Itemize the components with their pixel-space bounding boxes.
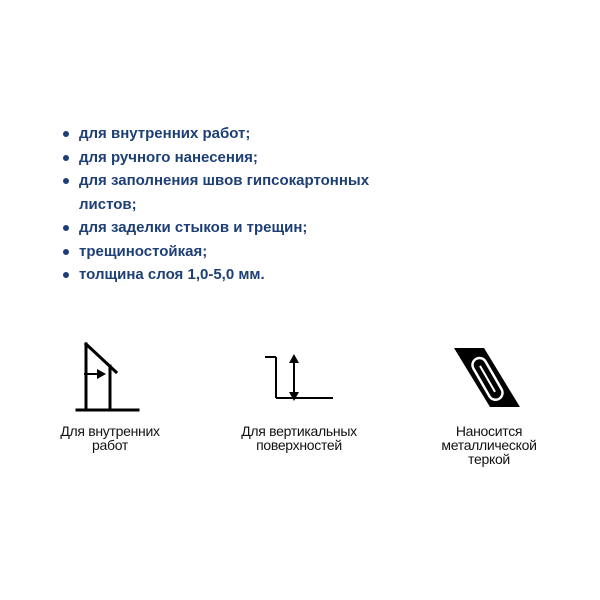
indoor-icon: [74, 340, 144, 416]
trowel-caption: Наносится металлической теркой: [441, 423, 537, 467]
bullet-icon: [63, 272, 69, 278]
feature-item: для заделки стыков и трещин;: [62, 216, 422, 240]
feature-item: толщина слоя 1,0-5,0 мм.: [62, 263, 422, 287]
feature-item: трещиностойкая;: [62, 240, 422, 264]
indoor-caption: Для внутренних работ: [60, 423, 160, 453]
bullet-icon: [63, 131, 69, 137]
bullet-icon: [63, 155, 69, 161]
feature-item: для внутренних работ;: [62, 122, 422, 146]
bullet-icon: [63, 225, 69, 231]
feature-list: [62, 122, 422, 287]
metal-trowel-icon: [450, 344, 524, 412]
bullet-icon: [63, 249, 69, 255]
feature-item: для ручного нанесения;: [62, 146, 422, 170]
vertical-caption: Для вертикальных поверхностей: [241, 423, 357, 453]
bullet-icon: [63, 178, 69, 184]
vertical-surface-icon: [262, 352, 336, 404]
feature-item: для заполнения швов гипсокартонных листов;: [62, 169, 422, 216]
